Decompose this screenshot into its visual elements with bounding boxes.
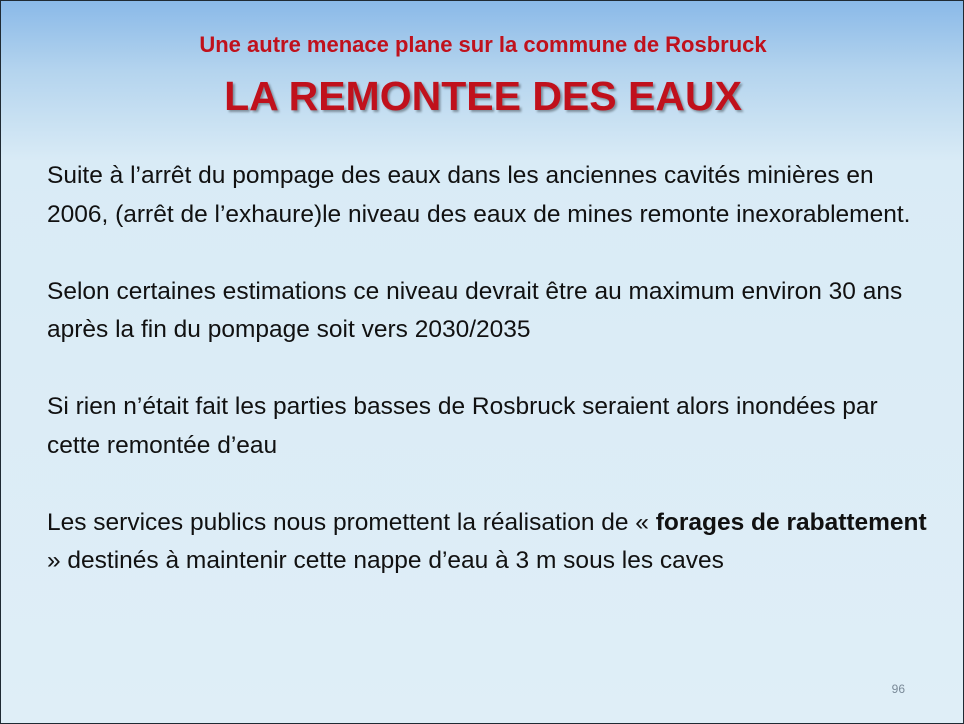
paragraph-drilling-text-after: » destinés à maintenir cette nappe d’eau à 3 m sous les caves — [47, 547, 724, 574]
slide-title: LA REMONTEE DES EAUX — [224, 73, 742, 119]
paragraph-drilling-bold-term: forages de rabattement — [655, 508, 927, 536]
paragraph-drilling — [47, 504, 927, 581]
paragraph-flooding: Si rien n’était fait les parties basses de Rosbruck seraient alors inondées par cette remontée d’eau — [47, 393, 878, 459]
page-number: 96 — [891, 682, 905, 696]
paragraph-drilling-text-before: Les services publics nous promettent la réalisation de « — [47, 508, 656, 536]
paragraph-pump-stop: Suite à l’arrêt du pompage des eaux dans les anciennes cavités minières en 2006, (arrêt de l’exhaure)le niveau des eaux de mines remonte inexorablement. — [47, 162, 911, 228]
paragraph-estimation: Selon certaines estimations ce niveau devrait être au maximum environ 30 ans après la fin du pompage soit vers 2030/2035 — [47, 277, 903, 343]
slide-subtitle: Une autre menace plane sur la commune de Rosbruck — [199, 32, 767, 57]
slide-body — [47, 157, 927, 619]
